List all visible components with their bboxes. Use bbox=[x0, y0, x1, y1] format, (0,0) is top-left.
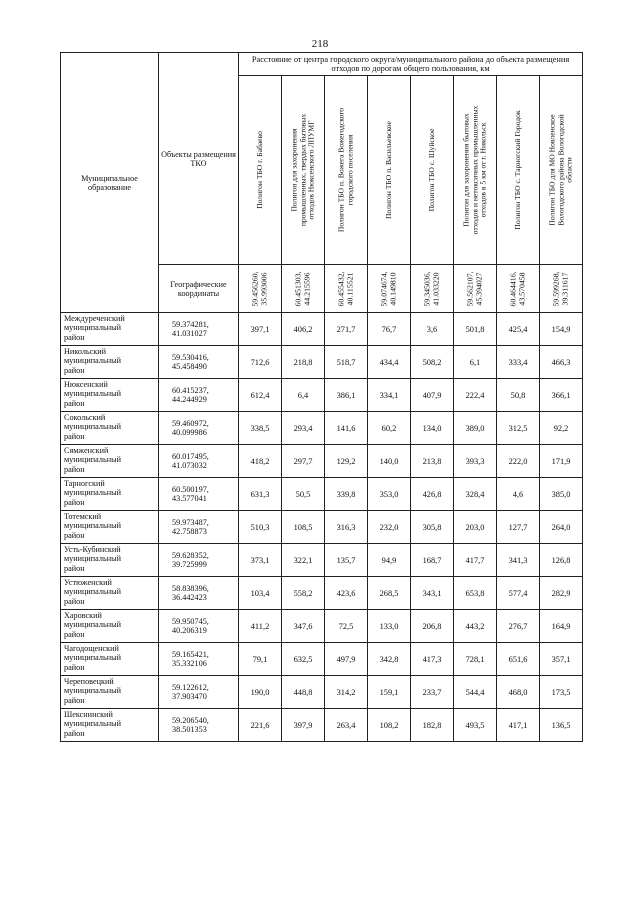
municipality-name: Никольский муниципальный район bbox=[61, 346, 159, 379]
distance-value: 94,9 bbox=[368, 544, 411, 577]
landfill-coordinates-cell bbox=[282, 265, 325, 313]
municipality-coordinates: 59.122612, 37.903470 bbox=[159, 676, 239, 709]
table-body bbox=[61, 313, 583, 742]
distance-value: 268,5 bbox=[368, 577, 411, 610]
distance-value: 373,1 bbox=[239, 544, 282, 577]
table-row bbox=[61, 577, 583, 610]
municipality-name: Устюженский муниципальный район bbox=[61, 577, 159, 610]
landfill-column-header bbox=[282, 76, 325, 265]
landfill-column-header bbox=[411, 76, 454, 265]
distance-value: 264,0 bbox=[540, 511, 583, 544]
distance-value: 141,6 bbox=[325, 412, 368, 445]
distance-value: 434,4 bbox=[368, 346, 411, 379]
distance-value: 297,7 bbox=[282, 445, 325, 478]
distance-value: 271,7 bbox=[325, 313, 368, 346]
distance-value: 353,0 bbox=[368, 478, 411, 511]
distance-value: 631,3 bbox=[239, 478, 282, 511]
distance-value: 712,6 bbox=[239, 346, 282, 379]
distance-value: 338,5 bbox=[239, 412, 282, 445]
distance-value: 164,9 bbox=[540, 610, 583, 643]
header-objects: Объекты размещения ТКО bbox=[159, 53, 239, 265]
header-row-top bbox=[61, 53, 583, 76]
distance-value: 314,2 bbox=[325, 676, 368, 709]
landfill-coordinates: 59.456260, 35.993006 bbox=[250, 271, 268, 307]
distance-value: 222,0 bbox=[497, 445, 540, 478]
distance-value: 4,6 bbox=[497, 478, 540, 511]
distance-value: 612,4 bbox=[239, 379, 282, 412]
distance-value: 510,3 bbox=[239, 511, 282, 544]
distance-value: 333,4 bbox=[497, 346, 540, 379]
distance-value: 653,8 bbox=[454, 577, 497, 610]
municipality-coordinates: 59.628352, 39.725999 bbox=[159, 544, 239, 577]
landfill-coordinates-cell bbox=[411, 265, 454, 313]
table-row bbox=[61, 709, 583, 742]
landfill-name: Полигон ТБО с. Шуйское bbox=[426, 129, 436, 212]
landfill-name: Полигон ТБО г. Бабаево bbox=[254, 131, 264, 210]
distance-value: 558,2 bbox=[282, 577, 325, 610]
distance-value: 342,8 bbox=[368, 643, 411, 676]
distance-value: 136,5 bbox=[540, 709, 583, 742]
table-row bbox=[61, 379, 583, 412]
table-row bbox=[61, 445, 583, 478]
page-number: 218 bbox=[311, 38, 329, 50]
landfill-name: Полигон ТБО с. Тарногский Городок bbox=[512, 110, 522, 231]
landfill-coordinates-cell bbox=[540, 265, 583, 313]
table-row bbox=[61, 544, 583, 577]
table-row bbox=[61, 313, 583, 346]
table-row bbox=[61, 676, 583, 709]
distance-value: 50,8 bbox=[497, 379, 540, 412]
distance-value: 411,2 bbox=[239, 610, 282, 643]
distance-value: 389,0 bbox=[454, 412, 497, 445]
landfill-name: Полигон для захоронения бытовых отходов и нетоксичных промышленных отходов в 5 км от г. Никольск bbox=[461, 106, 488, 235]
distance-value: 232,0 bbox=[368, 511, 411, 544]
municipality-coordinates: 60.500197, 43.577041 bbox=[159, 478, 239, 511]
municipality-coordinates: 59.165421, 35.332106 bbox=[159, 643, 239, 676]
distance-value: 347,6 bbox=[282, 610, 325, 643]
distance-value: 497,9 bbox=[325, 643, 368, 676]
distance-value: 418,2 bbox=[239, 445, 282, 478]
landfill-column-header bbox=[239, 76, 282, 265]
landfill-coordinates: 59.599268, 39.311617 bbox=[551, 271, 570, 307]
distance-value: 343,1 bbox=[411, 577, 454, 610]
distance-value: 426,8 bbox=[411, 478, 454, 511]
distance-value: 544,4 bbox=[454, 676, 497, 709]
distance-value: 518,7 bbox=[325, 346, 368, 379]
distance-value: 366,1 bbox=[540, 379, 583, 412]
distance-value: 397,1 bbox=[239, 313, 282, 346]
landfill-coordinates: 60.451303, 44.215596 bbox=[293, 271, 311, 307]
municipality-name: Тарногский муниципальный район bbox=[61, 478, 159, 511]
distance-value: 651,6 bbox=[497, 643, 540, 676]
distance-value: 276,7 bbox=[497, 610, 540, 643]
distance-value: 159,1 bbox=[368, 676, 411, 709]
landfill-column-header bbox=[325, 76, 368, 265]
distance-value: 448,8 bbox=[282, 676, 325, 709]
landfill-name: Полигон ТБО п. Вожега Вожегодского городского поселения bbox=[336, 108, 354, 233]
landfill-coordinates: 59.345036, 41.033220 bbox=[422, 271, 440, 307]
distance-value: 173,5 bbox=[540, 676, 583, 709]
distance-value: 466,3 bbox=[540, 346, 583, 379]
distance-value: 312,5 bbox=[497, 412, 540, 445]
distance-value: 134,0 bbox=[411, 412, 454, 445]
distance-value: 443,2 bbox=[454, 610, 497, 643]
distance-value: 397,9 bbox=[282, 709, 325, 742]
distance-value: 108,2 bbox=[368, 709, 411, 742]
landfill-coordinates: 60.464416, 43.570458 bbox=[508, 271, 526, 307]
distance-value: 493,5 bbox=[454, 709, 497, 742]
table-row bbox=[61, 346, 583, 379]
distance-value: 103,4 bbox=[239, 577, 282, 610]
distance-value: 203,0 bbox=[454, 511, 497, 544]
municipality-coordinates: 59.460972, 40.099986 bbox=[159, 412, 239, 445]
distance-value: 417,3 bbox=[411, 643, 454, 676]
landfill-coordinates-cell bbox=[368, 265, 411, 313]
distance-value: 168,7 bbox=[411, 544, 454, 577]
municipality-coordinates: 59.206540, 38.501353 bbox=[159, 709, 239, 742]
municipality-coordinates: 60.415237, 44.244929 bbox=[159, 379, 239, 412]
distance-value: 92,2 bbox=[540, 412, 583, 445]
distance-value: 386,1 bbox=[325, 379, 368, 412]
distance-value: 339,8 bbox=[325, 478, 368, 511]
distance-value: 233,7 bbox=[411, 676, 454, 709]
header-distance: Расстояние от центра городского округа/муниципального района до объекта размещения отходов по дорогам общего пользования, км bbox=[239, 53, 583, 76]
distance-value: 171,9 bbox=[540, 445, 583, 478]
table-row bbox=[61, 511, 583, 544]
distance-value: 406,2 bbox=[282, 313, 325, 346]
municipality-name: Усть-Кубинский муниципальный район bbox=[61, 544, 159, 577]
distance-value: 218,8 bbox=[282, 346, 325, 379]
municipality-name: Шекснинский муниципальный район bbox=[61, 709, 159, 742]
municipality-name: Чагодощенский муниципальный район bbox=[61, 643, 159, 676]
municipality-coordinates: 59.973487, 42.758873 bbox=[159, 511, 239, 544]
distance-value: 221,6 bbox=[239, 709, 282, 742]
municipality-coordinates: 59.530416, 45.458490 bbox=[159, 346, 239, 379]
landfill-coordinates: 60.455432, 40.115521 bbox=[336, 271, 354, 307]
distance-value: 76,7 bbox=[368, 313, 411, 346]
table-row bbox=[61, 643, 583, 676]
distance-value: 508,2 bbox=[411, 346, 454, 379]
distance-value: 423,6 bbox=[325, 577, 368, 610]
distance-value: 501,8 bbox=[454, 313, 497, 346]
municipality-coordinates: 58.838396, 36.442423 bbox=[159, 577, 239, 610]
distance-value: 108,5 bbox=[282, 511, 325, 544]
distance-value: 425,4 bbox=[497, 313, 540, 346]
distance-value: 263,4 bbox=[325, 709, 368, 742]
distance-value: 190,0 bbox=[239, 676, 282, 709]
distance-value: 127,7 bbox=[497, 511, 540, 544]
distance-value: 213,8 bbox=[411, 445, 454, 478]
landfill-coordinates: 59.562107, 45.394027 bbox=[465, 271, 483, 307]
distance-value: 407,9 bbox=[411, 379, 454, 412]
landfill-column-header bbox=[497, 76, 540, 265]
distance-value: 316,3 bbox=[325, 511, 368, 544]
municipality-coordinates: 59.374281, 41.031027 bbox=[159, 313, 239, 346]
landfill-coordinates-cell bbox=[325, 265, 368, 313]
municipality-coordinates: 59.950745, 40.206319 bbox=[159, 610, 239, 643]
distance-value: 357,1 bbox=[540, 643, 583, 676]
table-row bbox=[61, 412, 583, 445]
distance-value: 305,8 bbox=[411, 511, 454, 544]
distance-value: 341,3 bbox=[497, 544, 540, 577]
distance-value: 50,5 bbox=[282, 478, 325, 511]
distance-value: 417,1 bbox=[497, 709, 540, 742]
distance-value: 135,7 bbox=[325, 544, 368, 577]
distance-value: 182,8 bbox=[411, 709, 454, 742]
distance-value: 282,9 bbox=[540, 577, 583, 610]
landfill-coordinates-cell bbox=[239, 265, 282, 313]
municipality-coordinates: 60.017495, 41.073032 bbox=[159, 445, 239, 478]
distance-value: 328,4 bbox=[454, 478, 497, 511]
distance-value: 334,1 bbox=[368, 379, 411, 412]
landfill-coordinates-cell bbox=[454, 265, 497, 313]
distance-value: 632,5 bbox=[282, 643, 325, 676]
municipality-name: Череповецкий муниципальный район bbox=[61, 676, 159, 709]
distance-value: 129,2 bbox=[325, 445, 368, 478]
distance-value: 60,2 bbox=[368, 412, 411, 445]
distance-value: 468,0 bbox=[497, 676, 540, 709]
landfill-coordinates: 59.074674, 40.149810 bbox=[379, 271, 397, 307]
distance-value: 3,6 bbox=[411, 313, 454, 346]
landfill-coordinates-cell bbox=[497, 265, 540, 313]
distance-value: 79,1 bbox=[239, 643, 282, 676]
distance-value: 293,4 bbox=[282, 412, 325, 445]
landfill-name: Полигон ТБО для МО Новленское Вологодского района Вологодской области bbox=[547, 114, 574, 227]
distance-value: 417,7 bbox=[454, 544, 497, 577]
distance-value: 154,9 bbox=[540, 313, 583, 346]
distance-value: 728,1 bbox=[454, 643, 497, 676]
distance-value: 6,1 bbox=[454, 346, 497, 379]
header-coordinates-label: Географические координаты bbox=[159, 265, 239, 313]
municipality-name: Нюксенский муниципальный район bbox=[61, 379, 159, 412]
distance-value: 322,1 bbox=[282, 544, 325, 577]
distance-table bbox=[60, 52, 583, 742]
municipality-name: Харовский муниципальный район bbox=[61, 610, 159, 643]
distance-value: 222,4 bbox=[454, 379, 497, 412]
municipality-name: Междуреченский муниципальный район bbox=[61, 313, 159, 346]
municipality-name: Тотемский муниципальный район bbox=[61, 511, 159, 544]
landfill-column-header bbox=[368, 76, 411, 265]
distance-value: 206,8 bbox=[411, 610, 454, 643]
municipality-name: Сокольский муниципальный район bbox=[61, 412, 159, 445]
distance-value: 577,4 bbox=[497, 577, 540, 610]
municipality-name: Сямженский муниципальный район bbox=[61, 445, 159, 478]
distance-value: 72,5 bbox=[325, 610, 368, 643]
landfill-name: Полигон для захоронения промышленных, твердых бытовых отходов Нюксенского ЛПУМГ bbox=[289, 114, 316, 227]
distance-value: 393,3 bbox=[454, 445, 497, 478]
landfill-name: Полигон ТБО п. Васильевское bbox=[383, 121, 393, 220]
table-row bbox=[61, 610, 583, 643]
landfill-column-header bbox=[454, 76, 497, 265]
distance-value: 140,0 bbox=[368, 445, 411, 478]
distance-value: 126,8 bbox=[540, 544, 583, 577]
landfill-column-header bbox=[540, 76, 583, 265]
header-municipality: Муниципальное образование bbox=[61, 53, 159, 313]
distance-value: 133,0 bbox=[368, 610, 411, 643]
distance-value: 6,4 bbox=[282, 379, 325, 412]
table-row bbox=[61, 478, 583, 511]
distance-value: 385,0 bbox=[540, 478, 583, 511]
